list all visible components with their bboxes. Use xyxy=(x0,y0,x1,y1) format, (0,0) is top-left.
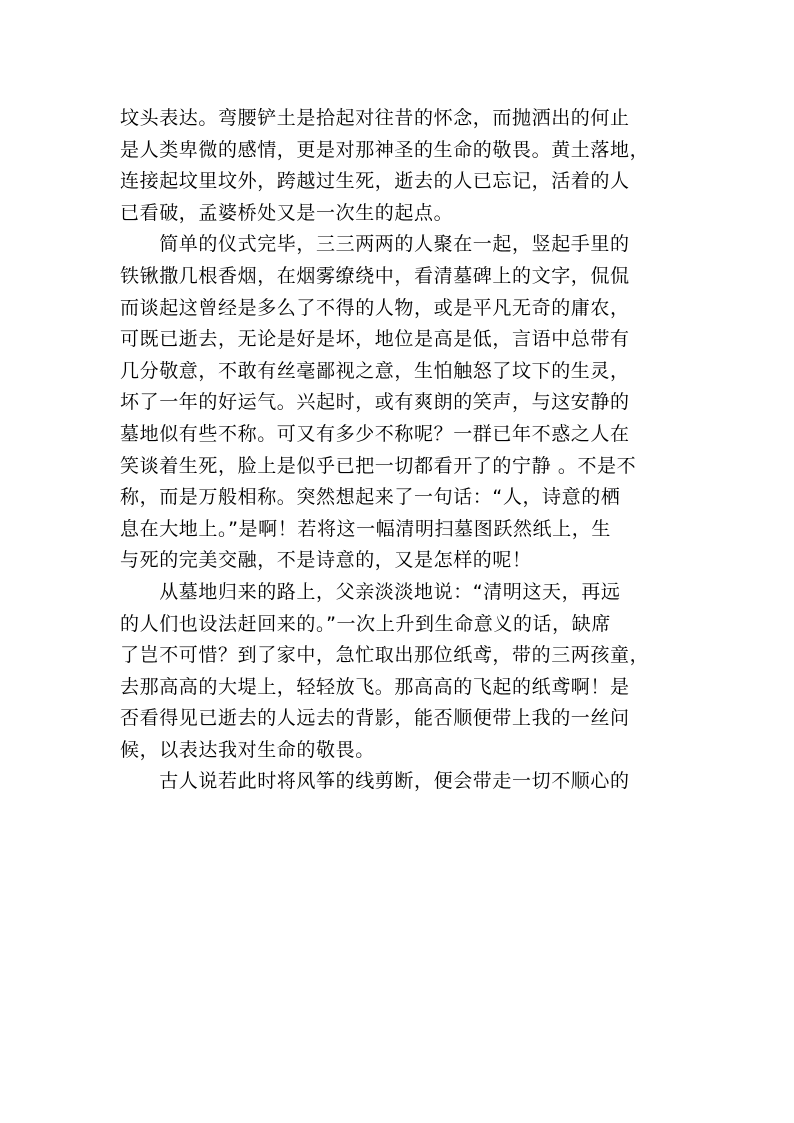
text-line: 候，以表达我对生命的敬畏。 xyxy=(120,738,375,761)
text-line: 是人类卑微的感情，更是对那神圣的生命的敬畏。黄土落地， xyxy=(120,138,650,161)
text-line: 息在大地上。”是啊！若将这一幅清明扫墓图跃然纸上，生 xyxy=(120,517,611,540)
text-line: 几分敬意，不敢有丝毫鄙视之意，生怕触怒了坟下的生灵， xyxy=(120,359,630,382)
text-line: 可既已逝去，无论是好是坏，地位是高是低，言语中总带有 xyxy=(120,328,630,351)
text-line: 与死的完美交融，不是诗意的，又是怎样的呢！ xyxy=(120,549,532,572)
text-line: 坟头表达。弯腰铲土是拾起对往昔的怀念，而抛洒出的何止 xyxy=(120,107,630,129)
text-line: 从墓地归来的路上，父亲淡淡地说：“清明这天，再远 xyxy=(120,580,621,603)
text-line: 了岂不可惜？到了家中，急忙取出那位纸鸢，带的三两孩童， xyxy=(120,644,650,667)
text-line: 否看得见已逝去的人远去的背影，能否顺便带上我的一丝问 xyxy=(120,707,630,730)
body-text xyxy=(120,103,680,798)
text-line: 古人说若此时将风筝的线剪断，便会带走一切不顺心的 xyxy=(120,770,630,793)
text-line: 称，而是万般相称。突然想起来了一句话：“人，诗意的栖 xyxy=(120,486,621,509)
text-line: 而谈起这曾经是多么了不得的人物，或是平凡无奇的庸农， xyxy=(120,296,630,319)
text-line: 连接起坟里坟外，跨越过生死，逝去的人已忘记，活着的人 xyxy=(120,170,630,193)
text-line: 的人们也设法赶回来的。”一次上升到生命意义的话，缺席 xyxy=(120,612,611,635)
text-line: 已看破，孟婆桥处又是一次生的起点。 xyxy=(120,201,454,224)
text-line: 简单的仪式完毕，三三两两的人聚在一起，竖起手里的 xyxy=(120,233,630,256)
text-line: 笑谈着生死，脸上是似乎已把一切都看开了的宁静 。不是不 xyxy=(120,454,637,477)
text-line: 墓地似有些不称。可又有多少不称呢？一群已年不惑之人在 xyxy=(120,422,630,445)
text-line: 去那高高的大堤上，轻轻放飞。那高高的飞起的纸鸢啊！是 xyxy=(120,675,630,698)
text-line: 坏了一年的好运气。兴起时，或有爽朗的笑声，与这安静的 xyxy=(120,391,630,414)
text-line: 铁锹撒几根香烟，在烟雾缭绕中，看清墓碑上的文字，侃侃 xyxy=(120,264,630,287)
